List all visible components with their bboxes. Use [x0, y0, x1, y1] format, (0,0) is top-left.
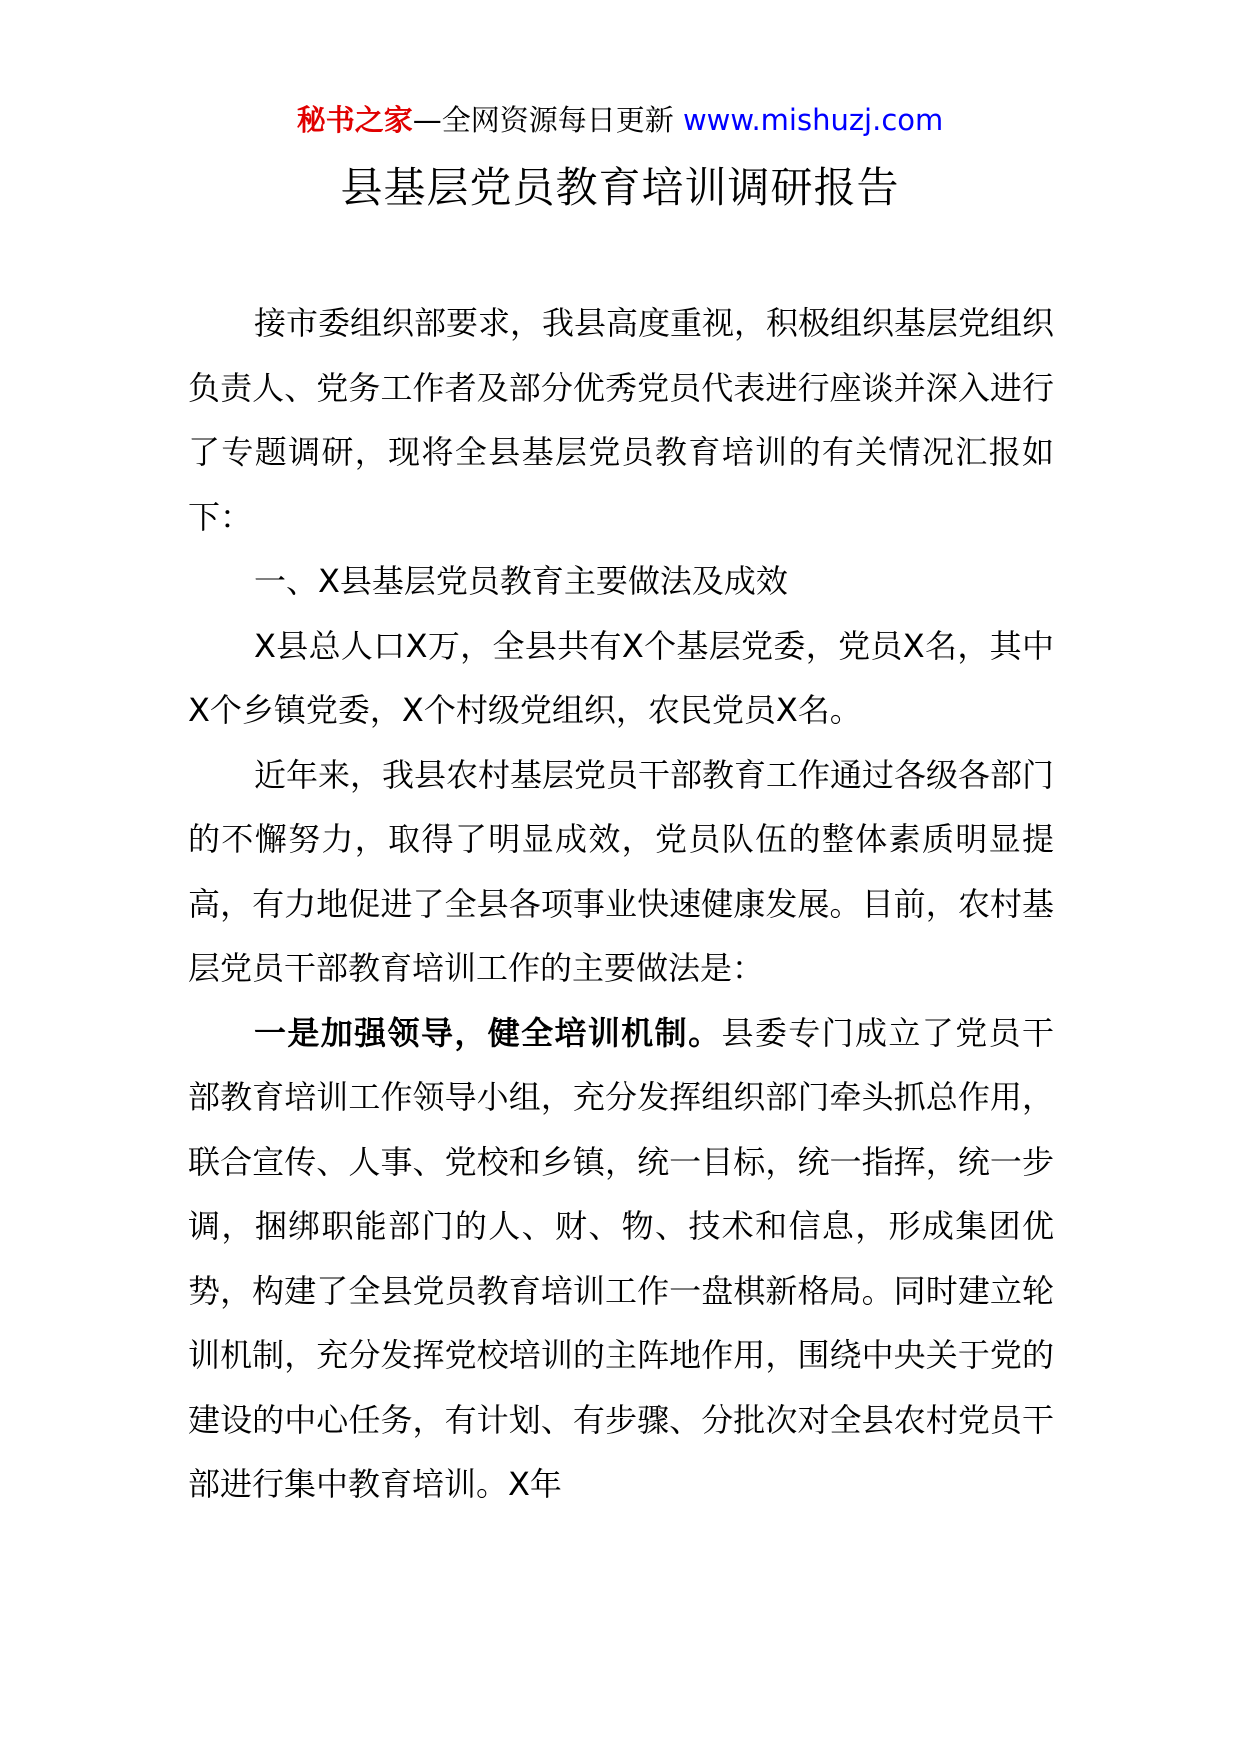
section-heading-1: 一、X县基层党员教育主要做法及成效 [254, 562, 788, 600]
paragraph-leadership-body: 县委专门成立了党员干部教育培训工作领导小组，充分发挥组织部门牵头抓总作用，联合宣传、人事、党校和乡镇，统一目标，统一指挥，统一步调，捆绑职能部门的人、财、物、技术和信息，形成集团优势，构建了全县党员教育培训工作一盘棋新格局。同时建立轮训机制，充分发挥党校培训的主阵地作用，围绕中央关于党的建设的中心任务，有计划、有步骤、分批次对全县农村党员干部进行集中教育培训。X年 [188, 1013, 1054, 1503]
document-title: 县基层党员教育培训调研报告 [340, 163, 900, 212]
website-link[interactable]: www.mishuzj.com [682, 103, 944, 137]
document-body [188, 291, 1054, 1517]
header-tagline: —全网资源每日更新 [412, 103, 683, 137]
brand-name: 秘书之家 [296, 103, 413, 137]
paragraph-achievements: 近年来，我县农村基层党员干部教育工作通过各级各部门的不懈努力，取得了明显成效，党员队伍的整体素质明显提高，有力地促进了全县各项事业快速健康发展。目前，农村基层党员干部教育培训工作的主要做法是： [188, 755, 1055, 987]
paragraph-lead-bold: 一是加强领导，健全培训机制。 [254, 1013, 722, 1052]
paragraph-leadership [188, 1001, 1054, 1517]
header-banner [0, 100, 1240, 140]
paragraph-intro: 接市委组织部要求，我县高度重视，积极组织基层党组织负责人、党务工作者及部分优秀党员代表进行座谈并深入进行了专题调研，现将全县基层党员教育培训的有关情况汇报如下： [188, 304, 1055, 536]
paragraph-statistics: X县总人口X万，全县共有X个基层党委，党员X名，其中X个乡镇党委，X个村级党组织，农民党员X名。 [188, 626, 1054, 729]
